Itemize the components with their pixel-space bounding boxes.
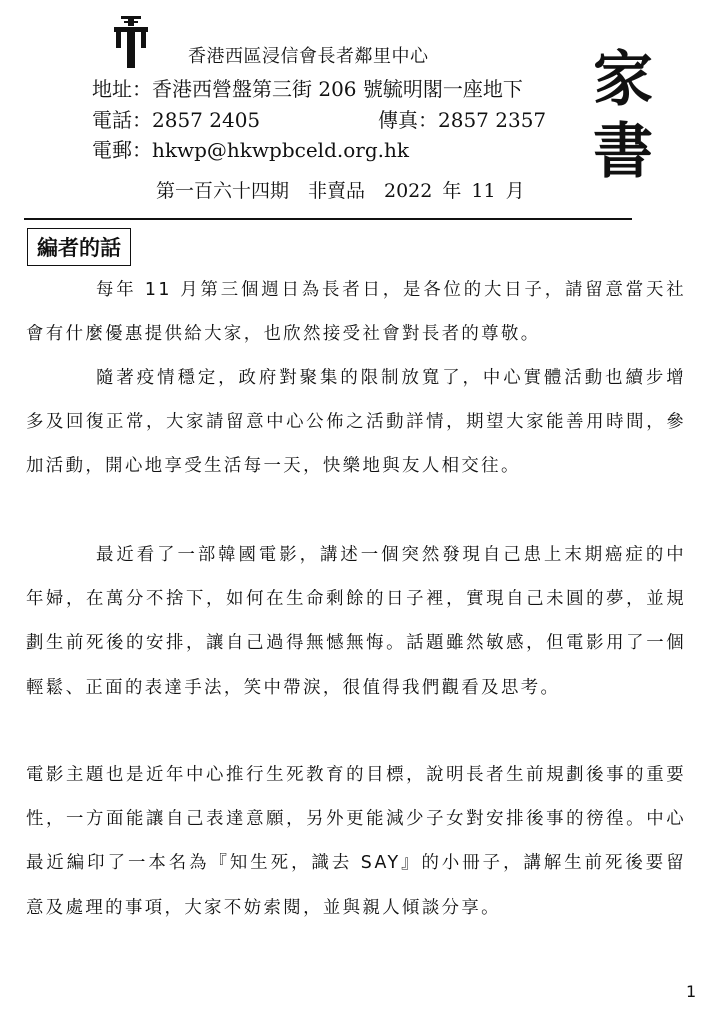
title-char-2: 書 (593, 117, 653, 187)
email-line: 電郵：hkwp@hkwpbceld.org.hk (92, 138, 410, 162)
phone-line: 電話：2857 2405 (92, 108, 261, 132)
address-line: 地址：香港西營盤第三街 206 號毓明閣一座地下 (92, 77, 523, 101)
newsletter-title (588, 44, 658, 188)
paragraph-4: 電影主題也是近年中心推行生死教育的目標，說明長者生前規劃後事的重要性，一方面能讓自己表達意願，另外更能減少子女對安排後事的徬徨。中心最近編印了一本名為『知生死，識去 SAY』的小冊子，講解生前死後要留意及處理的事項，大家不妨索閱，並與親人傾談分享。 (26, 765, 686, 918)
header-divider (24, 218, 632, 220)
page-number: 1 (686, 982, 697, 1001)
fax-line: 傳真：2857 2357 (378, 108, 547, 132)
paragraph-1: 每年 11 月第三個週日為長者日，是各位的大日子，請留意當天社會有什麼優惠提供給大家，也欣然接受社會對長者的尊敬。 (26, 280, 686, 345)
issue-line: 第一百六十四期 非賣品 2022 年 11 月 (156, 180, 525, 202)
section-heading: 編者的話 (27, 228, 131, 266)
paragraph-2: 隨著疫情穩定，政府對聚集的限制放寬了，中心實體活動也續步增多及回復正常，大家請留意中心公佈之活動詳情，期望大家能善用時間，參加活動，開心地享受生活每一天，快樂地與友人相交往。 (26, 368, 686, 477)
organization-name: 香港西區浸信會長者鄰里中心 (188, 46, 429, 67)
title-char-1: 家 (593, 45, 653, 115)
church-cross-logo (114, 16, 148, 68)
paragraph-3: 最近看了一部韓國電影，講述一個突然發現自己患上末期癌症的中年婦，在萬分不捨下，如何在生命剩餘的日子裡，實現自己未圓的夢，並規劃生前死後的安排，讓自己過得無憾無悔。話題雖然敏感，但電影用了一個輕鬆、正面的表達手法，笑中帶淚，很值得我們觀看及思考。 (26, 545, 686, 698)
